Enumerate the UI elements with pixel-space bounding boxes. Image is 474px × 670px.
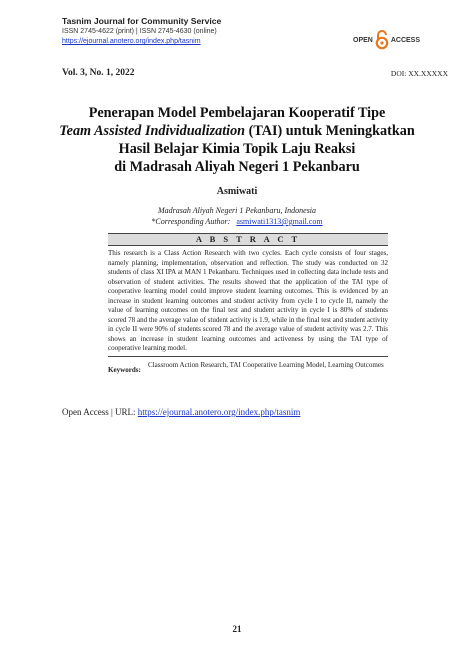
title-italic-term: Team Assisted Individualization	[59, 123, 246, 139]
open-access-label-left: OPEN	[353, 36, 373, 44]
author-name: Asmiwati	[216, 186, 258, 197]
keywords-text: Classroom Action Research, TAI Cooperative Learning Model, Learning Outcomes	[148, 360, 384, 369]
open-access-logo	[353, 30, 420, 50]
keywords-label: Keywords:	[108, 365, 141, 374]
paper-title	[40, 104, 434, 176]
journal-title: Tasnim Journal for Community Service	[62, 16, 222, 26]
author-email-link[interactable]: asmiwati1313@gmail.com	[236, 217, 323, 226]
journal-url-link[interactable]: https://ejournal.anotero.org/index.php/tasnim	[62, 38, 201, 45]
doi: DOI: XX.XXXXX	[390, 69, 448, 78]
open-lock-icon	[375, 30, 389, 50]
corresponding-author	[0, 216, 474, 227]
title-line-4: di Madrasah Aliyah Negeri 1 Pekanbaru	[114, 159, 360, 175]
abstract-text: This research is a Class Action Research with two cycles. Each cycle consists of four stages, namely planning, implementation, observation and reflection. The study was conducted on 32 students of class XI IPA at MAN 1 Pekanbaru. Techniques used in collecting data include tests and observation of student activities. The results showed that the application of the TAI type of cooperative learning model could improve student learning outcomes. This is evidenced by an increase in student learning outcomes and student activity from cycle I to cycle II, namely the value of learning outcomes on the final test and student activity in cycle I is 80% of students scored 78 and the average value of student activity is 1.9, while in the final test and student activity in cycle II were 90% of students scored 78 and the average value of student activity was 2.7. This shows an increase in student learning outcomes and activeness by using the TAI type of cooperative learning model.	[108, 246, 388, 357]
page-number: 21	[232, 624, 242, 634]
keywords-row	[108, 357, 388, 376]
open-access-url-link[interactable]: https://ejournal.anotero.org/index.php/tasnim	[137, 407, 301, 417]
title-line-1: Penerapan Model Pembelajaran Kooperatif Tipe	[88, 105, 386, 121]
volume-info: Vol. 3, No. 1, 2022	[62, 68, 135, 78]
title-line-2	[40, 122, 434, 140]
corresponding-label: *Corresponding Author:	[151, 217, 231, 226]
abstract-box	[108, 233, 388, 375]
open-access-label-right: ACCESS	[390, 36, 421, 44]
title-line-3: Hasil Belajar Kimia Topik Laju Reaksi	[118, 141, 356, 157]
affiliation: Madrasah Aliyah Negeri 1 Pekanbaru, Indonesia	[157, 206, 317, 215]
abstract-heading: A B S T R A C T	[108, 233, 388, 246]
open-access-url-prefix: Open Access | URL:	[62, 407, 138, 417]
open-access-url-line	[62, 407, 300, 417]
title-line-2-rest: (TAI) untuk Meningkatkan	[245, 123, 415, 139]
author-affiliation-block	[0, 205, 474, 227]
journal-issn: ISSN 2745-4622 (print) | ISSN 2745-4630 (online)	[62, 28, 217, 35]
